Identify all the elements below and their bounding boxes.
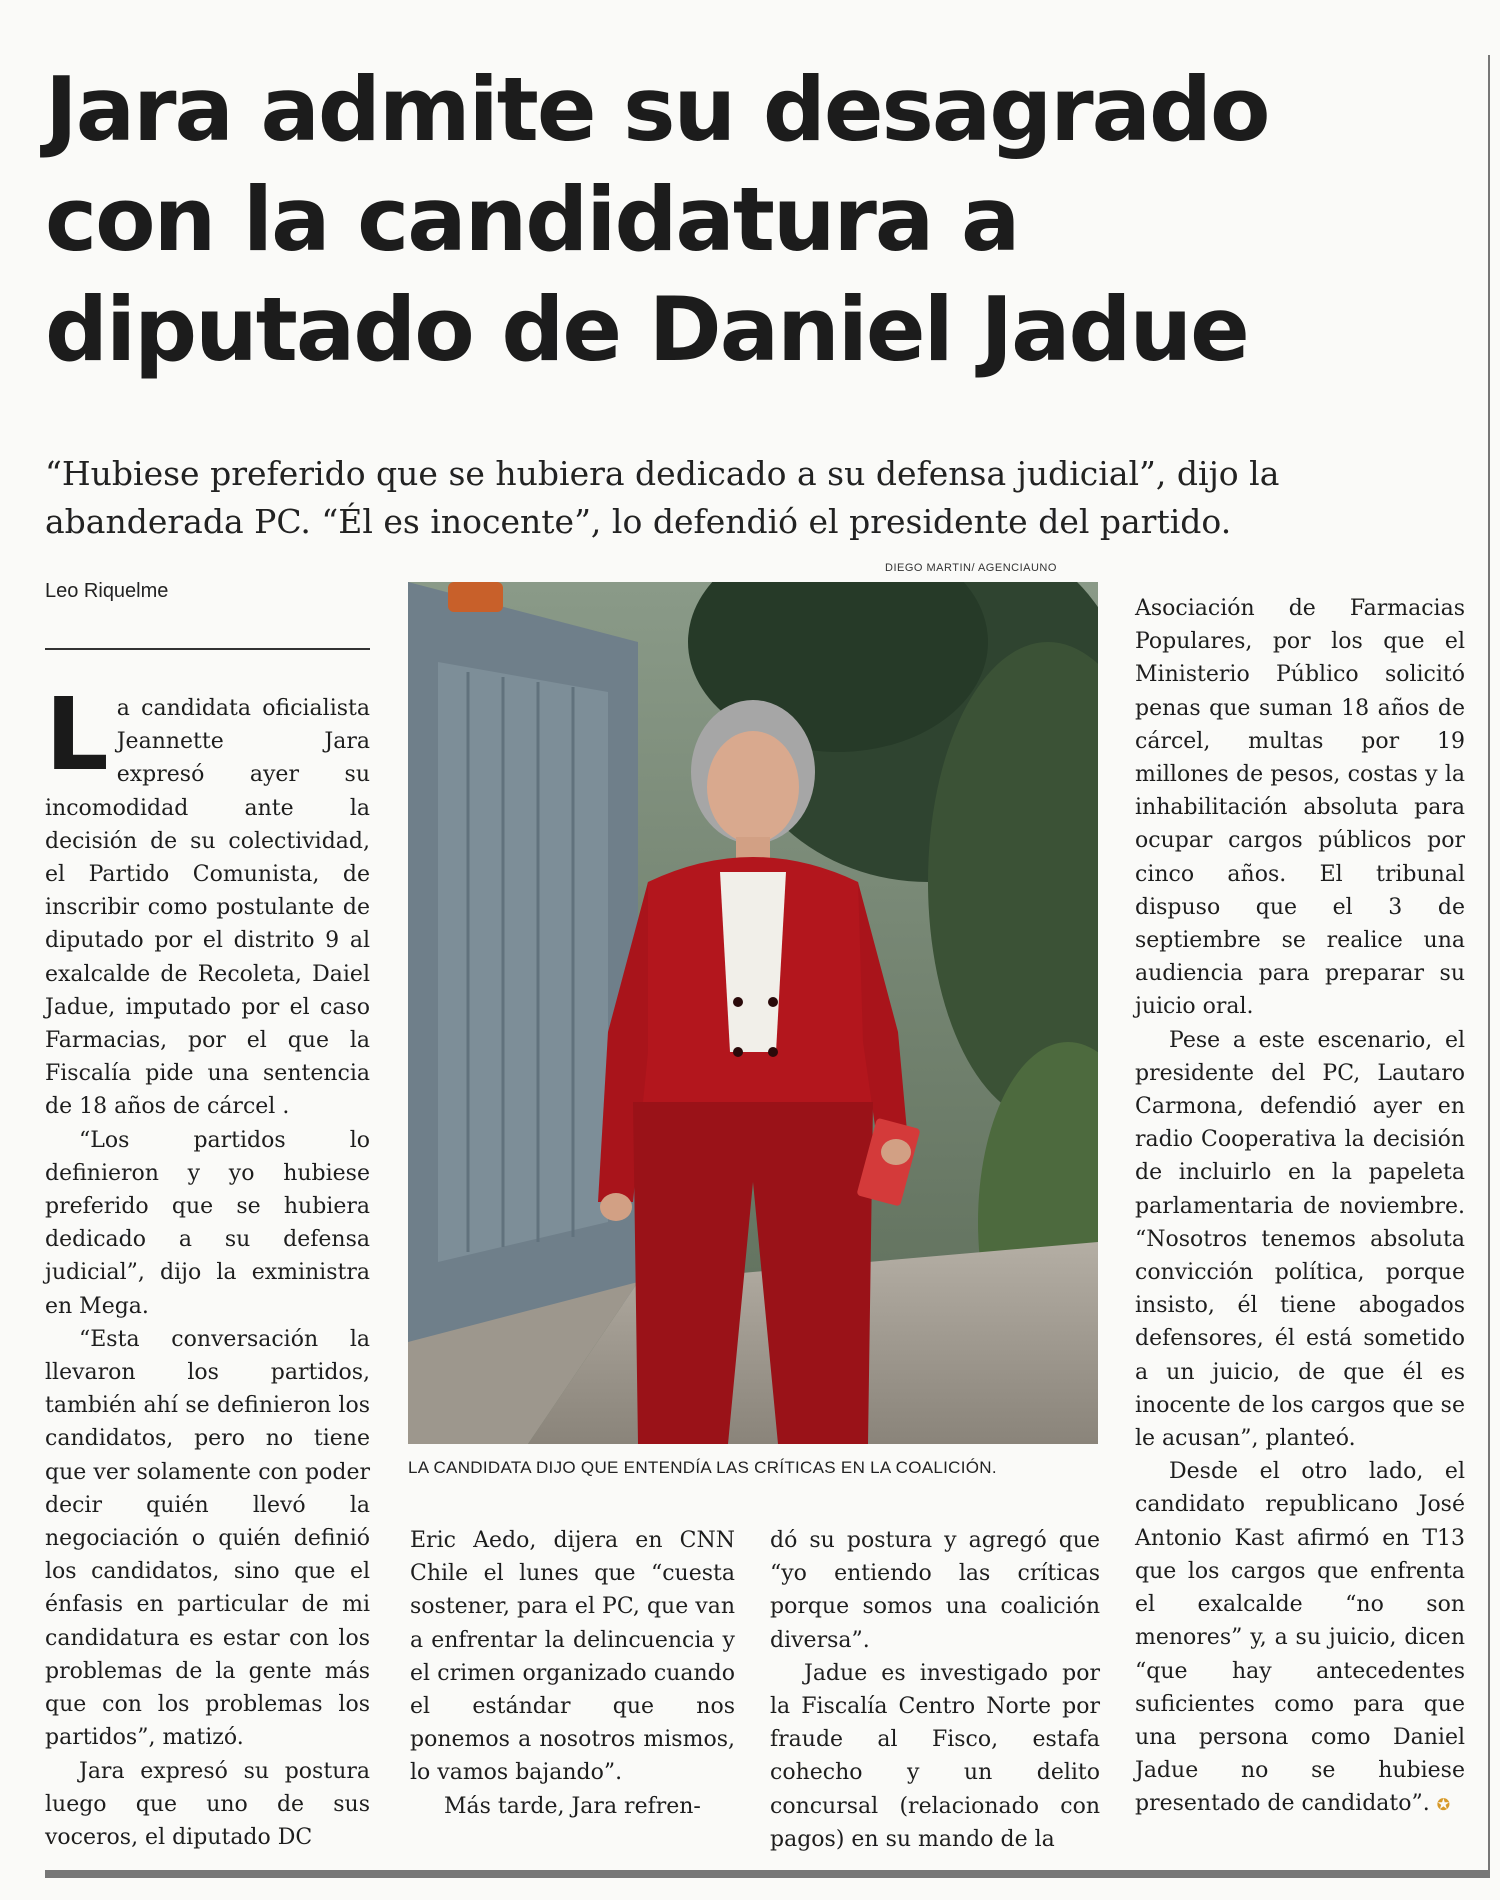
paragraph: “Esta conversación la llevaron los partidos, también ahí se definieron los candidatos, pero no tiene que ver solamente con poder decir quién llevó la negociación o quién definió los candidatos, sino que el énfasis en particular de mi candidatura es estar con los problemas de la gente más que con los problemas los partidos”, matizó.	[45, 1326, 370, 1751]
column-rule	[1488, 55, 1490, 1875]
byline: Leo Riquelme	[45, 580, 169, 602]
end-of-article-icon: ✪	[1436, 1795, 1451, 1815]
byline-rule	[45, 648, 370, 650]
paragraph: Eric Aedo, dijera en CNN Chile el lunes que “cuesta sostener, para el PC, que van a enfrentar la delincuencia y el crimen organizado cuando el estándar que nos ponemos a nosotros mismos, lo vamos bajando”.	[410, 1528, 735, 1786]
paragraph	[45, 676, 370, 1124]
bottom-rule	[45, 1870, 1490, 1878]
paragraph: Más tarde, Jara refren-	[444, 1793, 701, 1819]
paragraph-text: Desde el otro lado, el candidato republicano José Antonio Kast afirmó en T13 que los cargos que enfrenta el exalcalde “no son menores” y, a su juicio, dicen “que hay antecedentes suficientes como para que una persona como Daniel Jadue no se hubiese presentado de candidato”.	[1135, 1459, 1465, 1817]
article-photo	[408, 582, 1098, 1444]
headline-line: Jara admite su desagrado	[45, 58, 1269, 161]
article-column-1	[45, 676, 370, 1854]
subhead-line: abanderada PC. “Él es inocente”, lo defendió el presidente del partido.	[45, 502, 1232, 541]
photo-illustration	[408, 582, 1098, 1444]
article-column-2	[410, 1524, 735, 1823]
subheadline	[45, 450, 1465, 546]
paragraph	[1135, 1455, 1465, 1821]
headline-line: diputado de Daniel Jadue	[45, 278, 1248, 381]
article-column-4	[1135, 592, 1465, 1822]
paragraph-text: a candidata oficialista Jeannette Jara expresó ayer su incomodidad ante la decisión de su colectividad, el Partido Comunista, de inscribir como postulante de diputado por el distrito 9 al exalcalde de Recoleta, Daiel Jadue, imputado por el caso Farmacias, por el que la Fiscalía pide una sentencia de 18 años de cárcel .	[45, 696, 370, 1120]
headline	[45, 55, 1465, 385]
paragraph: Pese a este escenario, el presidente del PC, Lautaro Carmona, defendió ayer en radio Cooperativa la decisión de incluirlo en la papeleta parlamentaria de noviembre. “Nosotros tenemos absoluta convicción política, porque insisto, él tiene abogados defensores, él está sometido a un juicio, de que él es inocente de los cargos que se le acusan”, planteó.	[1135, 1027, 1465, 1452]
paragraph: dó su postura y agregó que “yo entiendo las críticas porque somos una coalición diversa”.	[770, 1528, 1100, 1653]
headline-line: con la candidatura a	[45, 168, 1019, 271]
paragraph: “Los partidos lo definieron y yo hubiese preferido que se hubiera dedicado a su defensa judicial”, dijo la exministra en Mega.	[45, 1127, 370, 1319]
subhead-line: “Hubiese preferido que se hubiera dedicado a su defensa judicial”, dijo la	[45, 454, 1280, 493]
paragraph: Asociación de Farmacias Populares, por los que el Ministerio Público solicitó penas que suman 18 años de cárcel, multas por 19 millones de pesos, costas y la inhabilitación absoluta para ocupar cargos públicos por cinco años. El tribunal dispuso que el 3 de septiembre se realice una audiencia para preparar su juicio oral.	[1135, 596, 1465, 1020]
photo-caption: LA CANDIDATA DIJO QUE ENTENDÍA LAS CRÍTICAS EN LA COALICIÓN.	[408, 1458, 997, 1477]
paragraph: Jara expresó su postura luego que uno de sus voceros, el diputado DC	[45, 1758, 370, 1850]
paragraph: Jadue es investigado por la Fiscalía Centro Norte por fraude al Fisco, estafa cohecho y un delito concursal (relacionado con pagos) en su mando de la	[770, 1660, 1100, 1852]
drop-cap: L	[45, 676, 109, 793]
photo-credit: DIEGO MARTIN/ AGENCIAUNO	[885, 562, 1057, 574]
article-column-3	[770, 1524, 1100, 1856]
